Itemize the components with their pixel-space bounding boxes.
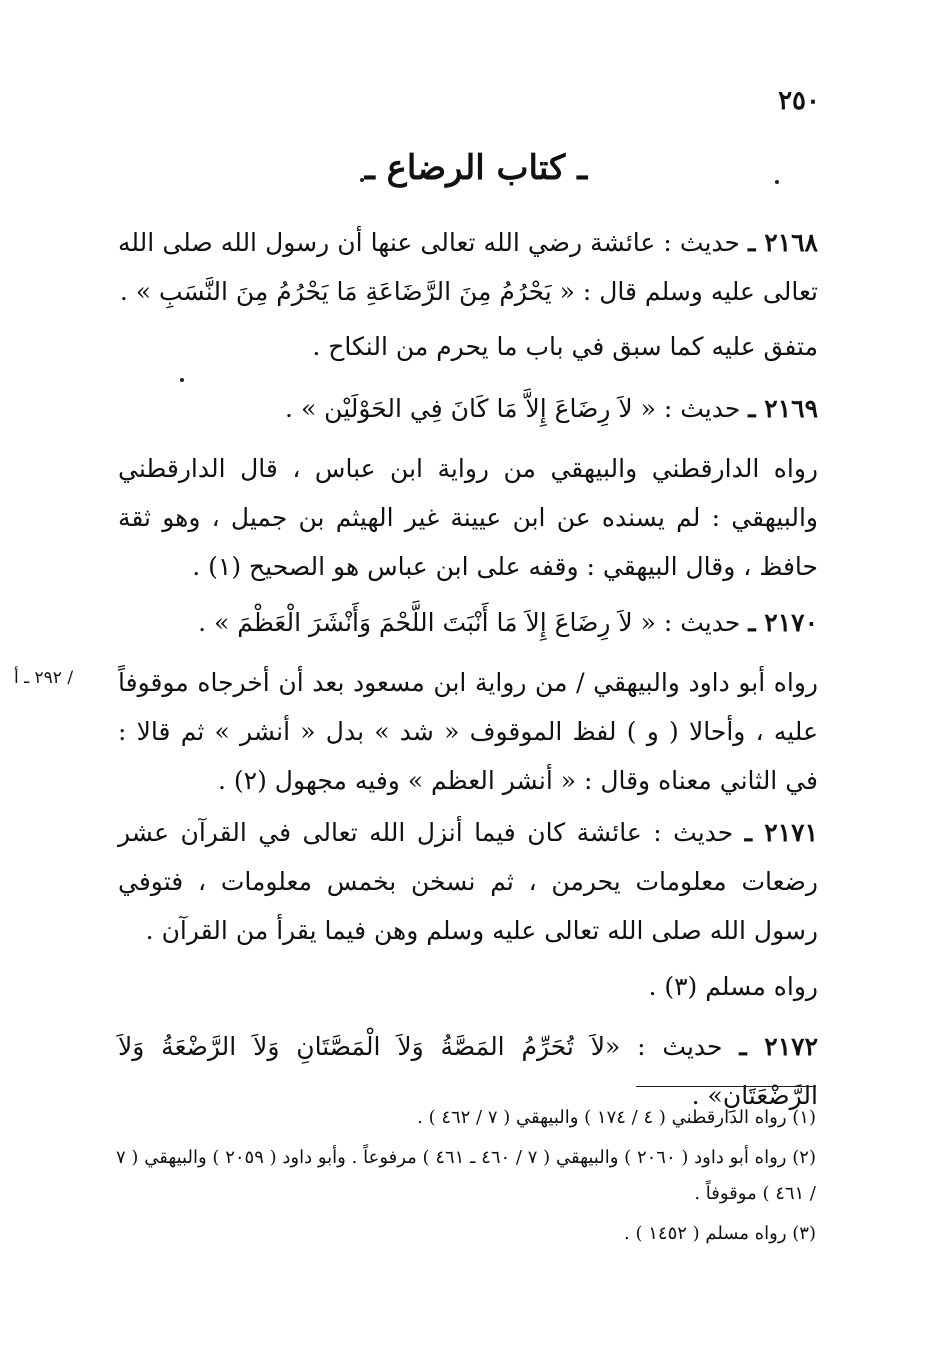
source-text: متفق عليه كما سبق في باب ما يحرم من النكاح .: [312, 332, 818, 361]
print-speck: [180, 378, 184, 382]
hadith-2171-source: [118, 962, 818, 1011]
hadith-text: حديث : « لاَ رِضَاعَ إِلاَ مَا أَنْبَتَ اللَّحْمَ وَأَنْشَرَ الْعَظْمَ » .: [198, 608, 741, 637]
hadith-number: ٢١٦٨ ـ: [748, 228, 818, 257]
hadith-2168-source: [118, 322, 818, 371]
source-text: رواه الدارقطني والبيهقي من رواية ابن عباس ، قال الدارقطني والبيهقي : لم يسنده عن ابن عيينة غير الهيثم بن جميل ، وهو ثقة حافظ ، وقال البيهقي : وقفه على ابن عباس هو الصحيح (١) .: [118, 454, 818, 581]
source-text: رواه أبو داود والبيهقي / من رواية ابن مسعود بعد أن أخرجاه موقوفاً عليه ، وأحالا ( و ) لفظ الموقوف « شد » بدل « أنشر » ثم قالا : في الثاني معناه وقال : « أنشر العظم » وفيه مجهول (٢) .: [118, 668, 818, 795]
footnote-3: (٣) رواه مسلم ( ١٤٥٢ ) .: [624, 1223, 816, 1244]
hadith-text: حديث : عائشة كان فيما أنزل الله تعالى في القرآن عشر رضعات معلومات يحرمن ، ثم نسخن بخمس معلومات ، فتوفي رسول الله صلى الله تعالى عليه وسلم وهن فيما يقرأ من القرآن .: [118, 818, 818, 945]
manuscript-folio-note: / ٢٩٢ ـ أ: [14, 668, 74, 688]
hadith-text: حديث : عائشة رضي الله تعالى عنها أن رسول الله صلى الله تعالى عليه وسلم قال : « يَحْرُمُ مِنَ الرَّضَاعَةِ مَا يَحْرُمُ مِنَ النَّسَبِ » .: [118, 228, 818, 306]
footnote-1: (١) رواه الدارقطني ( ٤ / ١٧٤ ) والبيهقي ( ٧ / ٤٦٢ ) .: [417, 1107, 816, 1128]
hadith-number: ٢١٧٢ ـ: [739, 1032, 818, 1061]
hadith-text: حديث : «لاَ تُحَرِّمُ المَصَّةُ وَلاَ الْمَصَّتَانِ وَلاَ الرَّضْعَةُ وَلاَ الرَّضْعَتَانِ» .: [118, 1032, 818, 1110]
chapter-title: ـ كتاب الرضاع ـ: [364, 148, 588, 188]
hadith-2169-source: [118, 444, 818, 591]
hadith-2168: [118, 218, 818, 316]
hadith-2171: [118, 808, 818, 955]
hadith-number: ٢١٧٠ ـ: [748, 608, 818, 637]
hadith-2169: [118, 384, 818, 433]
hadith-2170: [118, 598, 818, 647]
footnote-2: (٢) رواه أبو داود ( ٢٠٦٠ ) والبيهقي ( ٧ / ٤٦٠ ـ ٤٦١ ) مرفوعاً . وأبو داود ( ٢٠٥٩ ) والبيهقي ( ٧ / ٤٦١ ) موقوفاً .: [116, 1147, 816, 1204]
page-number: ٢٥٠: [778, 86, 820, 116]
hadith-number: ٢١٦٩ ـ: [748, 394, 818, 423]
hadith-2170-source: [118, 658, 818, 805]
print-speck: [775, 180, 779, 184]
footnote-separator: [636, 1086, 816, 1087]
source-text: رواه مسلم (٣) .: [648, 972, 818, 1001]
hadith-number: ٢١٧١ ـ: [744, 818, 818, 847]
print-speck: [360, 178, 364, 182]
hadith-text: حديث : « لاَ رِضَاعَ إِلاَّ مَا كَانَ فِي الحَوْلَيْن » .: [285, 394, 741, 423]
